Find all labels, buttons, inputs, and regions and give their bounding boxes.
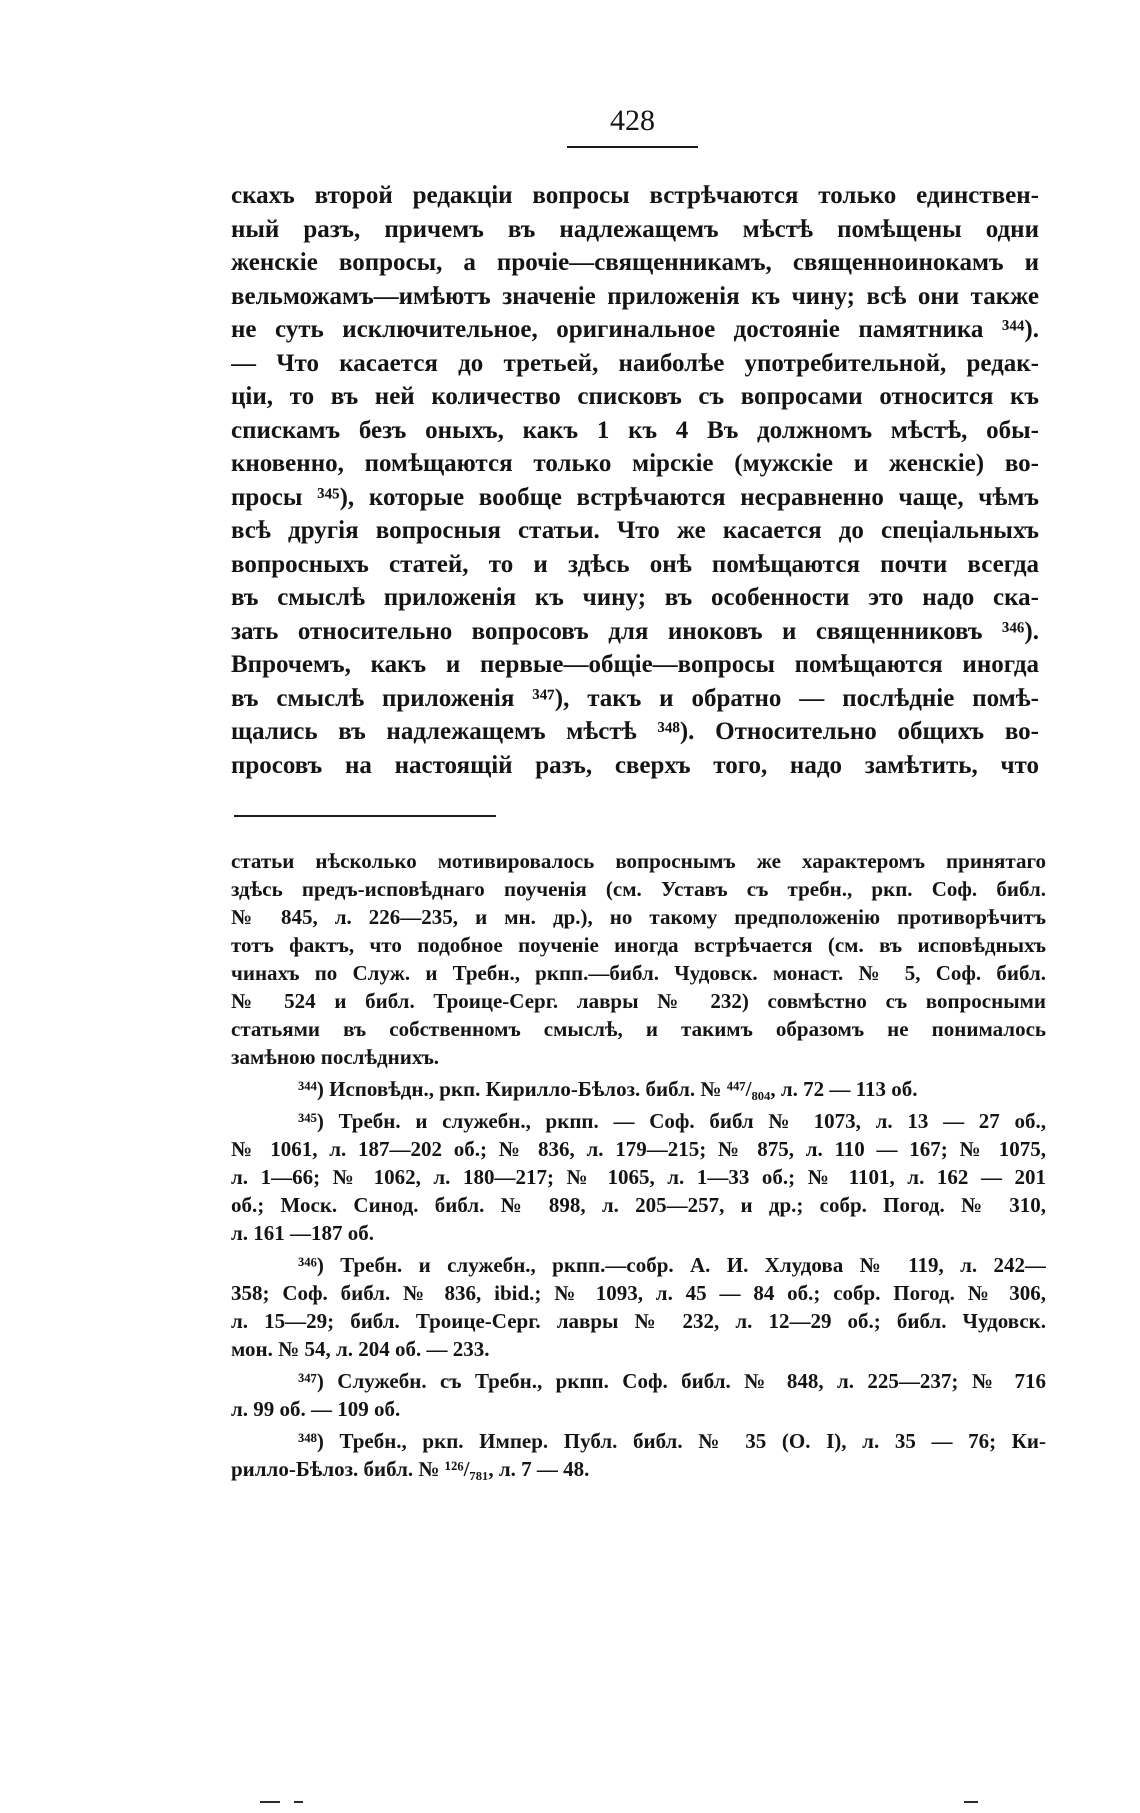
footnote-line: л. 161 —187 об. [231,1221,375,1245]
main-text-line: вельможамъ—имѣютъ значеніе приложенія къ чину; всѣ они также [231,282,1039,310]
footnotes-block [231,847,1046,1483]
main-text-line: зать относительно вопросовъ для иноковъ и священниковъ ³⁴⁶). [231,617,1039,645]
main-text-line: ный разъ, причемъ въ надлежащемъ мѣстѣ помѣщены одни [231,215,1039,243]
page-number: 428 [610,104,655,137]
main-text-block [231,179,1039,782]
footnote-346 [231,1251,1046,1363]
main-text-line: въ смыслѣ приложенія ³⁴⁷), такъ и обратно — послѣдніе помѣ- [231,684,1039,712]
footnote-line: л. 99 об. — 109 об. [231,1397,401,1421]
footnote-line: л. 1—66; № 1062, л. 180—217; № 1065, л. 1—33 об.; № 1101, л. 162 — 201 [231,1165,1046,1189]
main-text-line: женскіе вопросы, а прочіе—священникамъ, священноинокамъ и [231,249,1039,276]
footnote-line: ³⁴⁶) Требн. и служебн., ркпп.—собр. А. И. Хлудова № 119, л. 242— [298,1253,1046,1277]
footnote-line: № 1061, л. 187—202 об.; № 836, л. 179—215; № 875, л. 110 — 167; № 1075, [231,1137,1046,1161]
page-number-underline [567,146,698,148]
main-text-line: ціи, то въ ней количество списковъ съ вопросами относится къ [231,383,1039,410]
main-text-line: просы ³⁴⁵), которые вообще встрѣчаются несравненно чаще, чѣмъ [231,483,1039,511]
footnote-line: чинахъ по Служ. и Требн., ркпп.—библ. Чудовск. монаст. № 5, Соф. библ. [231,961,1046,985]
footnote-line: № 524 и библ. Троице-Серг. лавры № 232) совмѣстно съ вопросными [231,989,1046,1013]
footnote-line: ³⁴⁸) Требн., ркп. Импер. Публ. библ. № 35 (О. I), л. 35 — 76; Ки- [298,1429,1046,1453]
footnote-line: статьи нѣсколько мотивировалось вопроснымъ же характеромъ принятаго [231,849,1046,873]
footnote-line: ³⁴⁷) Служебн. съ Требн., ркпп. Соф. библ. № 848, л. 225—237; № 716 [298,1369,1046,1393]
footnote-line: замѣною послѣднихъ. [231,1045,440,1069]
main-text-line: Впрочемъ, какъ и первые—общіе—вопросы помѣщаются иногда [231,651,1039,678]
footnote-line: здѣсь предъ-исповѣднаго поученія (см. Уставъ съ требн., ркп. Соф. библ. [231,877,1046,901]
main-text-line: кновенно, помѣщаются только мірскіе (мужскіе и женскіе) во- [231,450,1039,477]
footnote-line: ³⁴⁵) Требн. и служебн., ркпп. — Соф. библ № 1073, л. 13 — 27 об., [298,1109,1046,1133]
footnote-344 [231,1075,1046,1103]
footnote-line: тотъ фактъ, что подобное поученіе иногда встрѣчается (см. въ исповѣдныхъ [231,933,1046,957]
footnote-line: об.; Моск. Синод. библ. № 898, л. 205—257, и др.; собр. Погод. № 310, [231,1193,1046,1217]
footnote-line: мон. № 54, л. 204 об. — 233. [231,1337,490,1361]
scan-mark [260,1801,280,1803]
main-text-line: спискамъ безъ оныхъ, какъ 1 къ 4 Въ должномъ мѣстѣ, обы- [231,416,1039,444]
main-text-line: въ смыслѣ приложенія къ чину; въ особенности это надо ска- [231,584,1039,611]
main-text-line: щались въ надлежащемъ мѣстѣ ³⁴⁸). Относительно общихъ во- [231,718,1039,745]
main-text-line: не суть исключительное, оригинальное достояніе памятника ³⁴⁴). [231,316,1039,343]
footnote-345 [231,1107,1046,1247]
footnote-347 [231,1367,1046,1423]
scan-mark [294,1801,303,1803]
main-text-line: скахъ второй редакціи вопросы встрѣчаются только единствен- [231,182,1039,209]
footnote-separator [234,815,496,817]
footnote-line: рилло-Бѣлоз. библ. № ¹²⁶/₇₈₁, л. 7 — 48. [231,1457,590,1481]
scan-mark [964,1801,978,1803]
main-text-line: всѣ другія вопросныя статьи. Что же касается до спеціальныхъ [231,517,1039,544]
footnote-line: л. 15—29; библ. Троице-Серг. лавры № 232, л. 12—29 об.; библ. Чудовск. [231,1309,1046,1333]
footnote-line: 358; Соф. библ. № 836, ibid.; № 1093, л. 45 — 84 об.; собр. Погод. № 306, [231,1281,1046,1305]
footnote-348 [231,1427,1046,1483]
footnote-line: ³⁴⁴) Исповѣдн., ркп. Кирилло-Бѣлоз. библ. № ⁴⁴⁷/₈₀₄, л. 72 — 113 об. [298,1077,918,1101]
footnote-line: статьями въ собственномъ смыслѣ, и такимъ образомъ не понималось [231,1017,1046,1041]
main-text-line: — Что касается до третьей, наиболѣе употребительной, редак- [231,349,1039,377]
main-text-line: вопросныхъ статей, то и здѣсь онѣ помѣщаются почти всегда [231,550,1039,578]
main-text-line: просовъ на настоящій разъ, сверхъ того, надо замѣтить, что [231,751,1039,779]
footnote-continuation [231,847,1046,1071]
footnote-line: № 845, л. 226—235, и мн. др.), но такому предположенію противорѣчитъ [231,905,1046,929]
